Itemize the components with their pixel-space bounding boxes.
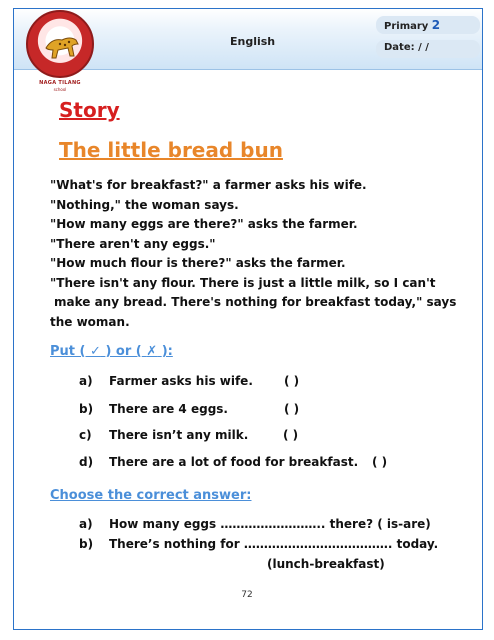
- item-letter: a): [79, 374, 93, 388]
- item-letter: b): [79, 537, 94, 551]
- grade-label: Primary: [384, 21, 429, 32]
- item-text[interactable]: There’s nothing for ………………………………. today.: [109, 537, 439, 551]
- heading-text: ):: [161, 344, 173, 359]
- grade-number: 2: [431, 18, 441, 32]
- grade-badge: [376, 16, 480, 34]
- story-line: the woman.: [50, 314, 130, 329]
- story-line: "How much flour is there?" asks the farmer.: [50, 256, 346, 270]
- story-title: The little bread bun: [59, 138, 283, 162]
- story-line: "How many eggs are there?" asks the farmer.: [50, 217, 358, 231]
- page-number: 72: [241, 590, 253, 600]
- cheetah-icon: [42, 28, 82, 62]
- story-line: "Nothing," the woman says.: [50, 197, 239, 212]
- answer-blank[interactable]: ( ): [372, 455, 388, 469]
- answer-blank[interactable]: ( ): [283, 428, 299, 442]
- story-text: [50, 176, 470, 332]
- item-text: There are a lot of food for breakfast.: [109, 455, 359, 469]
- story-line: "There aren't any eggs.": [50, 236, 216, 251]
- heading-text: Put (: [50, 344, 86, 359]
- check-icon: ✓: [90, 344, 101, 359]
- logo-caption: NAGA TILANG: [39, 80, 81, 86]
- story-line: make any bread. There's nothing for breakfast today," says: [54, 295, 457, 309]
- story-heading: Story: [59, 98, 120, 122]
- answer-blank[interactable]: ( ): [284, 374, 300, 388]
- item-letter: b): [79, 402, 94, 416]
- cross-icon: ✗: [146, 344, 158, 359]
- answer-blank[interactable]: ( ): [284, 402, 300, 416]
- item-letter: a): [79, 517, 93, 531]
- item-text: Farmer asks his wife.: [109, 374, 253, 388]
- mc-options: (lunch-breakfast): [267, 557, 385, 571]
- item-text[interactable]: How many eggs …………………….. there? ( is-are): [109, 517, 431, 531]
- subject-label: English: [230, 35, 276, 48]
- story-line: "What's for breakfast?" a farmer asks his wife.: [50, 178, 367, 192]
- item-text: There isn’t any milk.: [109, 428, 249, 442]
- multiple-choice-heading: Choose the correct answer:: [50, 488, 252, 503]
- logo-subcaption: school: [53, 87, 67, 92]
- school-logo: [26, 10, 94, 78]
- story-line: "There isn't any flour. There is just a little milk, so I can't: [50, 275, 436, 290]
- true-false-heading: [50, 344, 173, 359]
- item-text: There are 4 eggs.: [109, 402, 228, 416]
- item-letter: d): [79, 455, 94, 469]
- heading-text: ) or (: [105, 344, 142, 359]
- item-letter: c): [79, 428, 92, 442]
- date-field[interactable]: Date: / /: [376, 40, 480, 58]
